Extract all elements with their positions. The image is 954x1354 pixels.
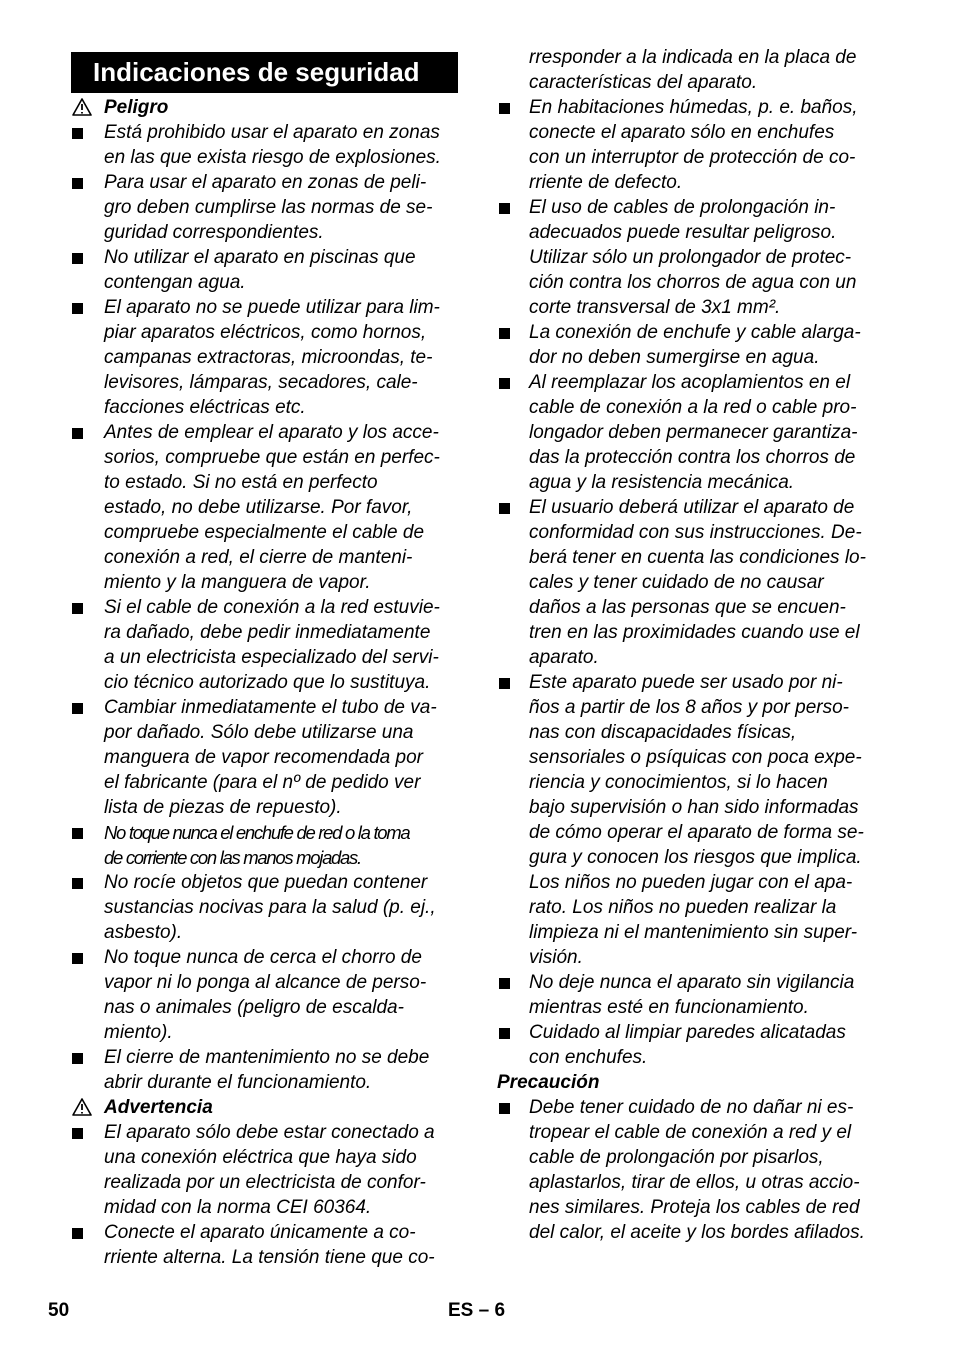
text-line: a un electricista especializado del servi- xyxy=(104,647,439,668)
text-line: características del aparato. xyxy=(529,72,758,93)
bullet-square-icon xyxy=(499,328,510,339)
text-line: el fabricante (para el nº de pedido ver xyxy=(104,772,421,793)
bullet-square-icon xyxy=(499,678,510,689)
bullet-square-icon xyxy=(499,1103,510,1114)
text-line: nas con discapacidades físicas, xyxy=(529,722,797,743)
text-line: del calor, el aceite y los bordes afilados. xyxy=(529,1222,865,1243)
text-line: No deje nunca el aparato sin vigilancia xyxy=(529,972,855,993)
text-line: tren en las proximidades cuando use el xyxy=(529,622,860,643)
text-line: to estado. Si no está en perfecto xyxy=(104,472,378,493)
bullet-square-icon xyxy=(72,1128,83,1139)
text-line: No toque nunca de cerca el chorro de xyxy=(104,947,422,968)
text-line: facciones eléctricas etc. xyxy=(104,397,306,418)
text-line: compruebe especialmente el cable de xyxy=(104,522,425,543)
text-line: gro deben cumplirse las normas de se- xyxy=(104,197,433,218)
text-line: El aparato no se puede utilizar para lim- xyxy=(104,297,440,318)
text-line: longador deben permanecer garantiza- xyxy=(529,422,858,443)
text-line: cio técnico autorizado que lo sustituya. xyxy=(104,672,431,693)
text-line: de cómo operar el aparato de forma se- xyxy=(529,822,864,843)
bullet-square-icon xyxy=(499,503,510,514)
text-line: rato. Los niños no pueden realizar la xyxy=(529,897,837,918)
bullet-square-icon xyxy=(72,1228,83,1239)
text-line: nes similares. Proteja los cables de red xyxy=(529,1197,860,1218)
text-line: ción contra los chorros de agua con un xyxy=(529,272,857,293)
warning-triangle-icon xyxy=(72,1098,92,1116)
text-line: agua y la resistencia mecánica. xyxy=(529,472,795,493)
text-line: Antes de emplear el aparato y los acce- xyxy=(104,422,439,443)
text-line: das la protección contra los chorros de xyxy=(529,447,856,468)
bullet-square-icon xyxy=(72,953,83,964)
text-line: en las que exista riesgo de explosiones. xyxy=(104,147,441,168)
text-line: cable de prolongación por pisarlos, xyxy=(529,1147,824,1168)
text-line: rriente de defecto. xyxy=(529,172,683,193)
text-line: corte transversal de 3x1 mm². xyxy=(529,297,781,318)
bullet-square-icon xyxy=(72,603,83,614)
bullet-square-icon xyxy=(499,103,510,114)
bullet-square-icon xyxy=(499,1028,510,1039)
text-line: manguera de vapor recomendada por xyxy=(104,747,423,768)
text-line: Está prohibido usar el aparato en zonas xyxy=(104,122,440,143)
text-line: asbesto). xyxy=(104,922,183,943)
section-page-label: ES – 6 xyxy=(448,1300,506,1321)
text-line: En habitaciones húmedas, p. e. baños, xyxy=(529,97,858,118)
text-line: Este aparato puede ser usado por ni- xyxy=(529,672,843,693)
warning-triangle-icon xyxy=(72,98,92,116)
text-line: La conexión de enchufe y cable alarga- xyxy=(529,322,861,343)
text-line: El usuario deberá utilizar el aparato de xyxy=(529,497,855,518)
bullet-square-icon xyxy=(72,428,83,439)
text-line: gura y conocen los riesgos que implica. xyxy=(529,847,862,868)
text-line: piar aparatos eléctricos, como hornos, xyxy=(104,322,427,343)
text-line: bajo supervisión o han sido informadas xyxy=(529,797,859,818)
bullet-square-icon xyxy=(72,828,83,839)
text-line: midad con la norma CEI 60364. xyxy=(104,1197,372,1218)
bullet-square-icon xyxy=(499,378,510,389)
text-line: daños a las personas que se encuen- xyxy=(529,597,846,618)
text-line: aparato. xyxy=(529,647,599,668)
text-line: conformidad con sus instrucciones. De- xyxy=(529,522,862,543)
bullet-square-icon xyxy=(499,203,510,214)
text-line: No utilizar el aparato en piscinas que xyxy=(104,247,416,268)
bullet-square-icon xyxy=(72,128,83,139)
text-line: guridad correspondientes. xyxy=(104,222,324,243)
text-line: abrir durante el funcionamiento. xyxy=(104,1072,372,1093)
text-line: Cuidado al limpiar paredes alicatadas xyxy=(529,1022,846,1043)
text-line: riencia y conocimientos, si lo hacen xyxy=(529,772,828,793)
subsection-heading: Peligro xyxy=(104,97,169,118)
subsection-heading: Advertencia xyxy=(104,1097,213,1118)
text-line: con un interruptor de protección de co- xyxy=(529,147,856,168)
text-line: rriente alterna. La tensión tiene que co- xyxy=(104,1247,435,1268)
text-line: ra dañado, debe pedir inmediatamente xyxy=(104,622,431,643)
text-line: limpieza ni el mantenimiento sin super- xyxy=(529,922,858,943)
bullet-square-icon xyxy=(72,178,83,189)
text-line: rresponder a la indicada en la placa de xyxy=(529,47,857,68)
text-line: miento). xyxy=(104,1022,173,1043)
text-line: tropear el cable de conexión a red y el xyxy=(529,1122,852,1143)
bullet-square-icon xyxy=(72,703,83,714)
text-line: berá tener en cuenta las condiciones lo- xyxy=(529,547,866,568)
text-line: Al reemplazar los acoplamientos en el xyxy=(529,372,851,393)
text-line: adecuados puede resultar peligroso. xyxy=(529,222,837,243)
text-line: Cambiar inmediatamente el tubo de va- xyxy=(104,697,437,718)
text-line: Para usar el aparato en zonas de peli- xyxy=(104,172,427,193)
text-line: Utilizar sólo un prolongador de protec- xyxy=(529,247,852,268)
text-line: Debe tener cuidado de no dañar ni es- xyxy=(529,1097,854,1118)
text-line: sustancias nocivas para la salud (p. ej., xyxy=(104,897,436,918)
text-line: de corriente con las manos mojadas. xyxy=(104,847,361,868)
text-line: cable de conexión a la red o cable pro- xyxy=(529,397,857,418)
text-line: conexión a red, el cierre de manteni- xyxy=(104,547,413,568)
text-line: vapor ni lo ponga al alcance de perso- xyxy=(104,972,427,993)
page-number: 50 xyxy=(48,1300,70,1321)
text-line: realizada por un electricista de confor- xyxy=(104,1172,426,1193)
bullet-square-icon xyxy=(499,978,510,989)
text-line: Los niños no pueden jugar con el apa- xyxy=(529,872,853,893)
text-line: El uso de cables de prolongación in- xyxy=(529,197,836,218)
subsection-heading: Precaución xyxy=(497,1072,600,1093)
text-line: por dañado. Sólo debe utilizarse una xyxy=(104,722,414,743)
text-line: nas o animales (peligro de escalda- xyxy=(104,997,404,1018)
section-title: Indicaciones de seguridad xyxy=(71,52,458,93)
text-line: visión. xyxy=(529,947,583,968)
text-line: una conexión eléctrica que haya sido xyxy=(104,1147,417,1168)
text-line: levisores, lámparas, secadores, cale- xyxy=(104,372,418,393)
bullet-square-icon xyxy=(72,253,83,264)
text-line: sorios, compruebe que están en perfec- xyxy=(104,447,440,468)
text-line: Si el cable de conexión a la red estuvie- xyxy=(104,597,440,618)
text-line: ños a partir de los 8 años y por perso- xyxy=(529,697,850,718)
text-line: contengan agua. xyxy=(104,272,246,293)
text-line: El cierre de mantenimiento no se debe xyxy=(104,1047,430,1068)
text-line: No toque nunca el enchufe de red o la toma xyxy=(104,822,410,843)
text-line: sensoriales o psíquicas con poca expe- xyxy=(529,747,862,768)
text-line: miento y la manguera de vapor. xyxy=(104,572,371,593)
text-line: con enchufes. xyxy=(529,1047,648,1068)
text-line: campanas extractoras, microondas, te- xyxy=(104,347,433,368)
text-line: Conecte el aparato únicamente a co- xyxy=(104,1222,416,1243)
text-line: cales y tener cuidado de no causar xyxy=(529,572,824,593)
text-line: mientras esté en funcionamiento. xyxy=(529,997,809,1018)
text-line: lista de piezas de repuesto). xyxy=(104,797,342,818)
text-line: dor no deben sumergirse en agua. xyxy=(529,347,820,368)
bullet-square-icon xyxy=(72,1053,83,1064)
text-line: No rocíe objetos que puedan contener xyxy=(104,872,428,893)
bullet-square-icon xyxy=(72,303,83,314)
text-line: aplastarlos, tirar de ellos, u otras accio- xyxy=(529,1172,860,1193)
text-line: El aparato sólo debe estar conectado a xyxy=(104,1122,435,1143)
text-line: estado, no debe utilizarse. Por favor, xyxy=(104,497,413,518)
bullet-square-icon xyxy=(72,878,83,889)
text-line: conecte el aparato sólo en enchufes xyxy=(529,122,835,143)
